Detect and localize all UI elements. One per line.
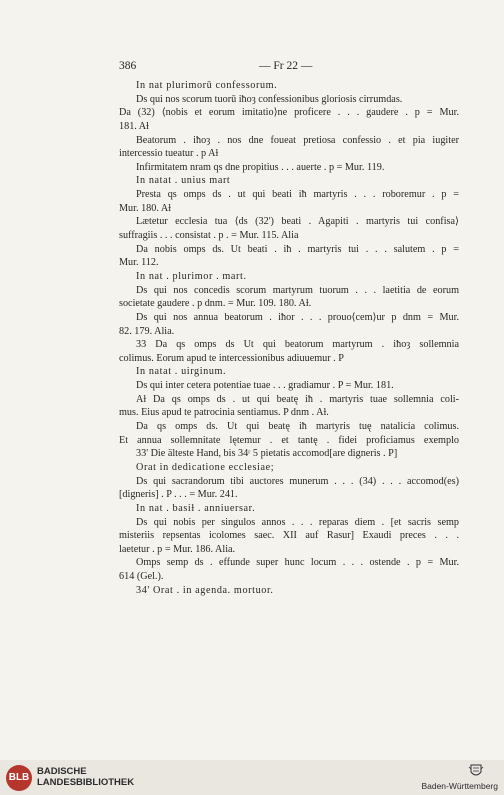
text-line: Ds qui inter cetera potentiae tuae . . . gradiamur . P = Mur. 181. [136, 380, 394, 392]
text-line: In nat . plurimor . mart. [136, 270, 247, 282]
text-line: 33 Da qs omps ds Ut qui beatorum martyrum . iħoȝ sollemnia [136, 339, 459, 351]
text-line: misteriis repsentas icolomes saec. XII auf Rasur] Exaudi preces . . . [119, 530, 459, 542]
text-line: 33' Die älteste Hand, bis 34ʳ 5 pietatis accomod[are digneris . P] [136, 448, 398, 460]
text-line: Mur. 180. Aƚ [119, 202, 172, 214]
text-line: In nat plurimorū confessorum. [136, 80, 278, 91]
text-line: Lætetur ecclesia tua ⟨ds (32') beati . Agapiti . martyris tui confisa⟩ [136, 216, 459, 228]
library-footer [0, 760, 504, 795]
text-line: In nat . basiƚ . anniuersar. [136, 502, 256, 514]
library-name-line1: BADISCHE [37, 766, 87, 777]
text-line: In natat . unius mart [136, 175, 231, 187]
coat-of-arms-icon [467, 763, 485, 779]
text-line: Ds qui nos annua beatorum . iħor . . . prouo⟨cem⟩ur p dnm = Mur. [136, 311, 459, 323]
text-line: Mur. 112. [119, 257, 159, 269]
library-name [37, 767, 134, 788]
text-line: laetetur . p = Mur. 186. Alia. [119, 543, 236, 555]
text-line: Ds qui nos scorum tuorū iħoȝ confessionibus gloriosis cirrumdas. [136, 93, 403, 105]
text-line: Orat in dedicatione ecclesiae; [136, 461, 275, 473]
text-line: 614 (Gel.). [119, 571, 164, 583]
text-line: Ds qui nobis per singulos annos . . . reparas diem . [et sacris semp [136, 516, 459, 528]
text-line: Infirmitatem nram qs dne propitius . . . auerte . p = Mur. 119. [136, 161, 385, 173]
text-block [119, 79, 459, 597]
text-line: Ds qui nos concedis scorum martyrum tuorum . . . laetitia de eorum [136, 284, 459, 296]
text-line: [digneris] . P . . . = Mur. 241. [119, 489, 238, 501]
text-line: Beatorum . iħoȝ . nos dne foueat pretiosa confessio . et pia iugiter [136, 134, 459, 146]
text-line: Da nobis omps ds. Ut beati . iħ . martyris tui . . . salutem . p = [136, 243, 459, 255]
text-line: Da qs omps ds. Ut qui beatę iħ martyris tuę natalicia colimus. [136, 421, 459, 433]
text-line: 82. 179. Alia. [119, 325, 175, 337]
text-line: societate gaudere . p dnm. = Mur. 109. 180. Aƚ. [119, 298, 312, 310]
text-line: colimus. Eorum apud te intercessionibus adiuuemur . P [119, 352, 344, 364]
text-line: Presta qs omps ds . ut qui beati iħ martyris . . . roboremur . p = [136, 189, 459, 201]
text-line: mus. Eius apud te patrocinia sentiamus. P dnm . Aƚ. [119, 407, 329, 419]
text-line: 181. Aƚ [119, 120, 149, 132]
library-name-line2: LANDESBIBLIOTHEK [37, 776, 135, 788]
region-label: Baden-Württemberg [421, 781, 498, 791]
page-number: 386 [119, 60, 137, 72]
text-line: 34' Orat . in agenda. mortuor. [136, 584, 274, 596]
text-line: Aƚ Da qs omps ds . ut qui beatę iħ . martyris tuae sollemnia coli- [136, 393, 459, 405]
text-line: suffragiis . . . consistat . p . = Mur. 115. Alia [119, 230, 299, 242]
text-line: Et annua sollemnitate lętemur . et tantę . fidei proficiamus exemplo [119, 434, 459, 446]
text-line: Da (32) ⟨nobis et eorum imitatio⟩ne proficere . . . gaudere . p = Mur. [119, 107, 459, 119]
text-line: Ds qui sacrandorum tibi auctores munerum . . . (34) . . . accomod(es) [136, 475, 459, 487]
folio-signature: — Fr 22 — [259, 60, 313, 72]
page-header [119, 60, 444, 74]
text-line: intercessio tueatur . p Aƚ [119, 148, 219, 160]
blb-logo: BLB [6, 765, 32, 791]
text-line: Omps semp ds . effunde super hunc locum . . . ostende . p = Mur. [136, 557, 459, 569]
text-line: In natat . uirginum. [136, 366, 227, 378]
